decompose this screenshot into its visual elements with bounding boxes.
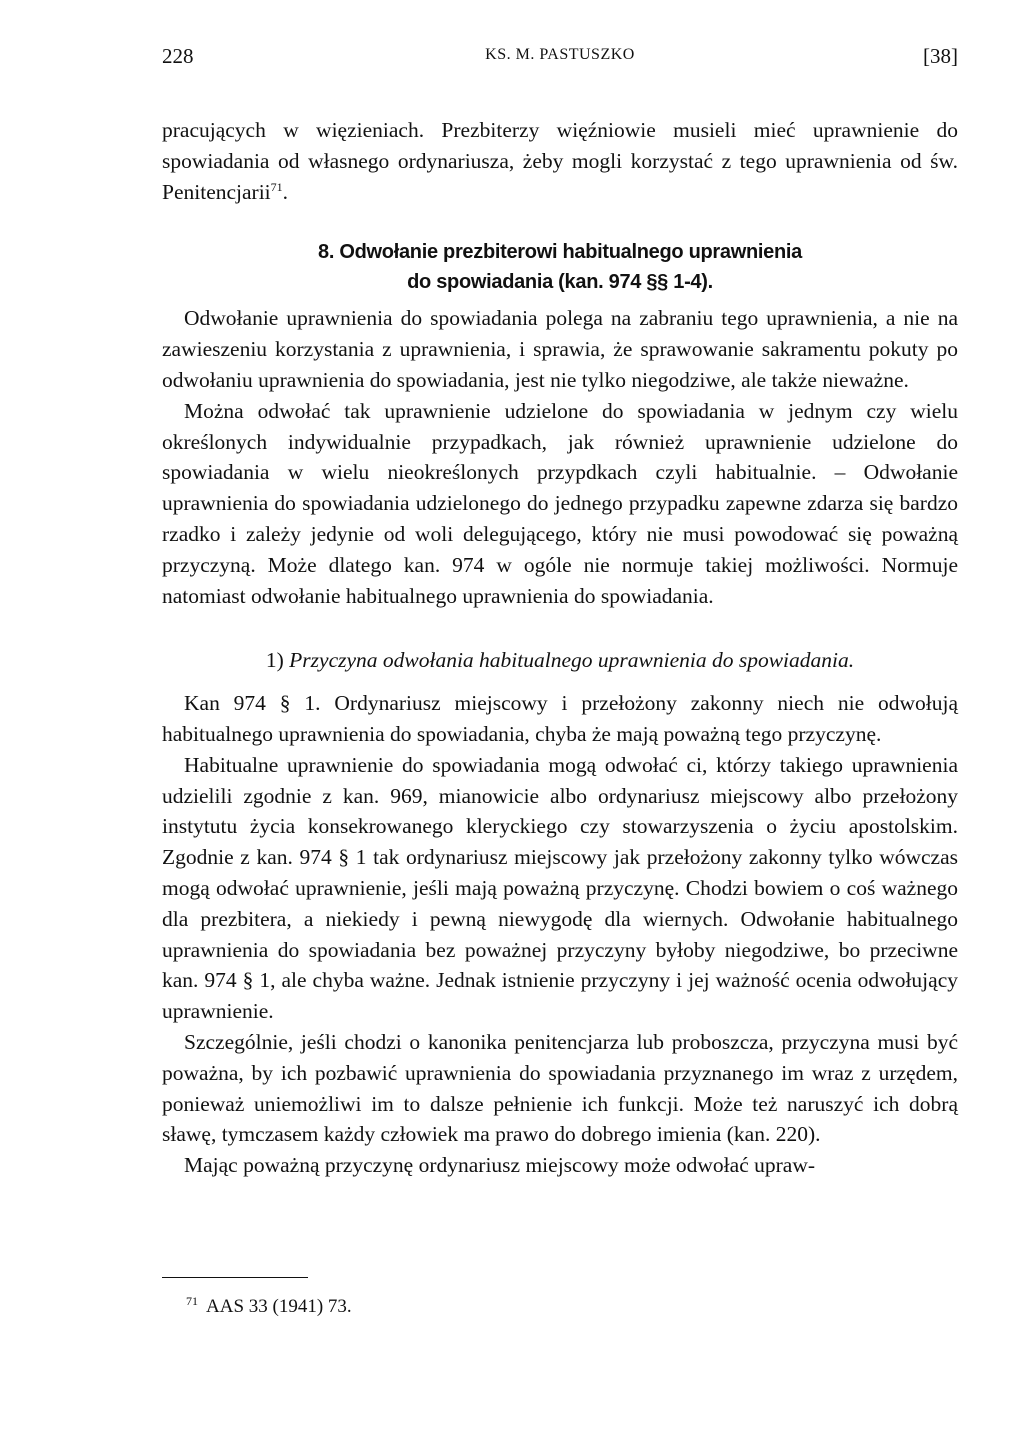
- subsection-title: Przyczyna odwołania habitualnego uprawnienia do spowiadania.: [289, 648, 855, 673]
- footnote-ref: 71: [270, 179, 283, 194]
- footnote-mark: 71: [186, 1293, 198, 1308]
- paragraph: Odwołanie uprawnienia do spowiadania polega na zabraniu tego uprawnienia, a nie na zawieszeniu korzystania z uprawnienia, i sprawia, że sprawowanie sakramentu pokuty po odwołaniu uprawnienia do spowiadania, jest nie tylko niegodziwe, ale także nieważne.: [162, 306, 958, 392]
- subsection-number: 1): [265, 648, 284, 673]
- paragraph: Można odwołać tak uprawnienie udzielone do spowiadania w jednym czy wielu określonych indywidualnie przypadkach, jak również uprawnienie udzielone do spowiadania w wielu nieokreślonych przypdkach czyli habitualnie. – Odwołanie uprawnienia do spowiadania udzielonego do jednego przypadku zapewne zdarza się bardzo rzadko i zależy jedynie od woli delegującego, który nie musi powodować się poważną przyczyną. Może dlatego kan. 974 w ogóle nie normuje takiej możliwości. Normuje natomiast odwołanie habitualnego uprawnienia do spowiadania.: [162, 398, 958, 608]
- section-heading: [162, 237, 958, 297]
- running-head-author: KS. M. PASTUSZKO: [485, 46, 635, 63]
- paragraph-tail: .: [282, 179, 289, 204]
- section-heading-line: do spowiadania (kan. 974 §§ 1-4).: [407, 271, 713, 294]
- subsection-heading: [162, 645, 958, 676]
- page-ref: [38]: [923, 44, 958, 68]
- footnote-rule: [162, 1277, 308, 1278]
- paragraph-text: pracujących w więzieniach. Prezbiterzy więźniowie musieli mieć uprawnienie do spowiadania od własnego ordynariusza, żeby mogli korzystać z tego uprawnienia od św. Penitencjarii: [162, 118, 958, 204]
- paragraph: Habitualne uprawnienie do spowiadania mogą odwołać ci, którzy takiego uprawnienia udzielili zgodnie z kan. 969, mianowicie albo ordynariusz miejscowy albo przełożony instytutu życia konsekrowanego kleryckiego czy stowarzyszenia o życiu apostolskim. Zgodnie z kan. 974 § 1 tak ordynariusz miejscowy jak przełożony zakonny tylko wówczas mogą odwołać uprawnienie, jeśli mają poważną przyczynę. Chodzi bowiem o coś ważnego dla prezbitera, a niekiedy i pewną niewygodę dla wiernych. Odwołanie habitualnego uprawnienia do spowiadania bez poważnej przyczyny byłoby niegodziwe, bo przeciwne kan. 974 § 1, ale chyba ważne. Jednak istnienie przyczyny i jej ważność ocenia odwołujący uprawnienie.: [162, 752, 958, 1024]
- paragraph: Kan 974 § 1. Ordynariusz miejscowy i przełożony zakonny niech nie odwołują habitualnego uprawnienia do spowiadania, chyba że mają poważną tego przyczynę.: [162, 691, 958, 746]
- section-heading-line: 8. Odwołanie prezbiterowi habitualnego uprawnienia: [318, 241, 802, 264]
- main-text: [162, 115, 958, 1181]
- paragraph: Szczególnie, jeśli chodzi o kanonika penitencjarza lub proboszcza, przyczyna musi być poważna, by ich pozbawić uprawnienia do spowiadania przyznanego im wraz z urzędem, ponieważ uniemożliwi im to dalsze pełnienie ich funkcji. Może też naruszyć ich dobrą sławę, tymczasem każdy człowiek ma prawo do dobrego imienia (kan. 220).: [162, 1029, 958, 1147]
- footnote-text: AAS 33 (1941) 73.: [206, 1296, 352, 1317]
- running-header: [162, 44, 958, 76]
- footnote: [186, 1293, 352, 1318]
- page-number: 228: [162, 44, 194, 68]
- paragraph: Mając poważną przyczynę ordynariusz miejscowy może odwołać upraw-: [184, 1153, 816, 1178]
- paragraph: [162, 115, 958, 207]
